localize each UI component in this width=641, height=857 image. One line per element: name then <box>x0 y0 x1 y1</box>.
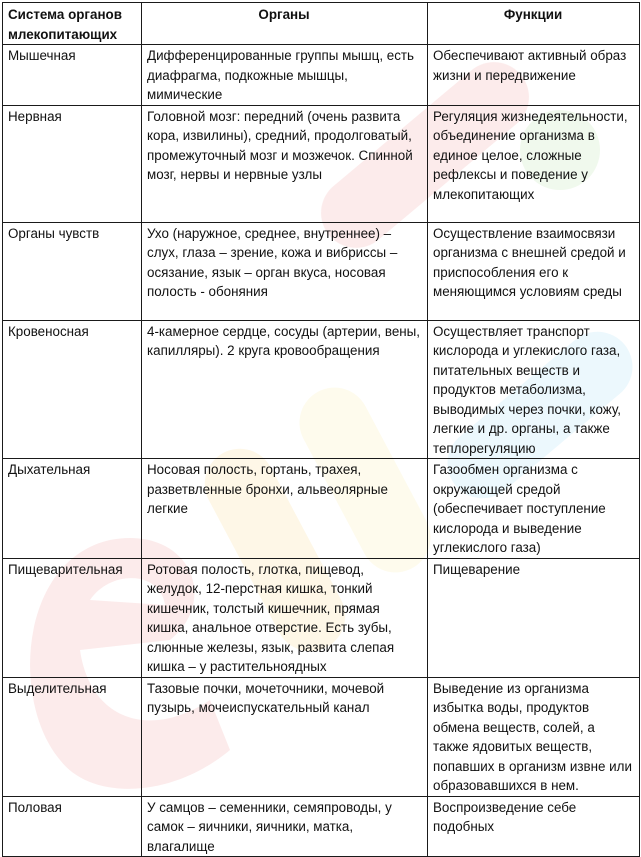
cell-system: Нервная <box>3 105 142 222</box>
table-row <box>3 459 640 559</box>
cell-system: Органы чувств <box>3 222 142 320</box>
table-row <box>3 320 640 459</box>
cell-functions: Газообмен организма с окружающей средой (обеспечивает поступление кислорода и выведение углекислого газа) <box>428 459 640 559</box>
cell-functions: Обеспечивают активный образ жизни и передвижение <box>428 45 640 106</box>
cell-organs: Ротовая полость, глотка, пищевод, желудок, 12-перстная кишка, тонкий кишечник, толстый кишечник, прямая кишка, анальное отверстие. Есть зубы, слюнные железы, язык, развита слепая кишка – у растительноядных <box>142 558 428 677</box>
cell-system: Выделительная <box>3 677 142 796</box>
cell-organs: Носовая полость, гортань, трахея, разветвленные бронхи, альвеолярные легкие <box>142 459 428 559</box>
cell-system: Половая <box>3 796 142 857</box>
cell-system: Кровеносная <box>3 320 142 459</box>
table-row <box>3 796 640 857</box>
header-organs: Органы <box>142 3 428 45</box>
cell-organs: Ухо (наружное, среднее, внутреннее) – слух, глаза – зрение, кожа и вибриссы – осязание, язык – орган вкуса, носовая полость - обоняния <box>142 222 428 320</box>
header-functions: Функции <box>428 3 640 45</box>
cell-functions: Выведение из организма избытка воды, продуктов обмена веществ, солей, а также ядовитых веществ, попавших в организм извне или образовавшихся в нем. <box>428 677 640 796</box>
cell-functions: Осуществление взаимосвязи организма с внешней средой и приспособления его к меняющимся условиям среды <box>428 222 640 320</box>
cell-organs: У самцов – семенники, семяпроводы, у самок – яичники, яичники, матка, влагалище <box>142 796 428 857</box>
cell-functions: Регуляция жизнедеятельности, объединение организма в единое целое, сложные рефлексы и поведение у млекопитающих <box>428 105 640 222</box>
cell-functions: Осуществляет транспорт кислорода и углекислого газа, питательных веществ и продуктов метаболизма, выводимых через почки, кожу, легкие и др. органы, а также теплорегуляцию <box>428 320 640 459</box>
cell-functions: Пищеварение <box>428 558 640 677</box>
cell-system: Пищеварительная <box>3 558 142 677</box>
cell-functions: Воспроизведение себе подобных <box>428 796 640 857</box>
table-row <box>3 105 640 222</box>
table-row <box>3 45 640 106</box>
cell-organs: Тазовые почки, мочеточники, мочевой пузырь, мочеиспускательный канал <box>142 677 428 796</box>
organ-systems-table <box>2 2 640 857</box>
header-system: Система органов млекопитающих <box>3 3 142 45</box>
table-header-row <box>3 3 640 45</box>
cell-organs: 4-камерное сердце, сосуды (артерии, вены, капилляры). 2 круга кровообращения <box>142 320 428 459</box>
cell-system: Мышечная <box>3 45 142 106</box>
table-row <box>3 222 640 320</box>
cell-organs: Дифференцированные группы мышц, есть диафрагма, подкожные мышцы, мимические <box>142 45 428 106</box>
table-row <box>3 558 640 677</box>
table-row <box>3 677 640 796</box>
cell-system: Дыхательная <box>3 459 142 559</box>
cell-organs: Головной мозг: передний (очень развита кора, извилины), средний, продолговатый, промежуточный мозг и мозжечок. Спинной мозг, нервы и нервные узлы <box>142 105 428 222</box>
